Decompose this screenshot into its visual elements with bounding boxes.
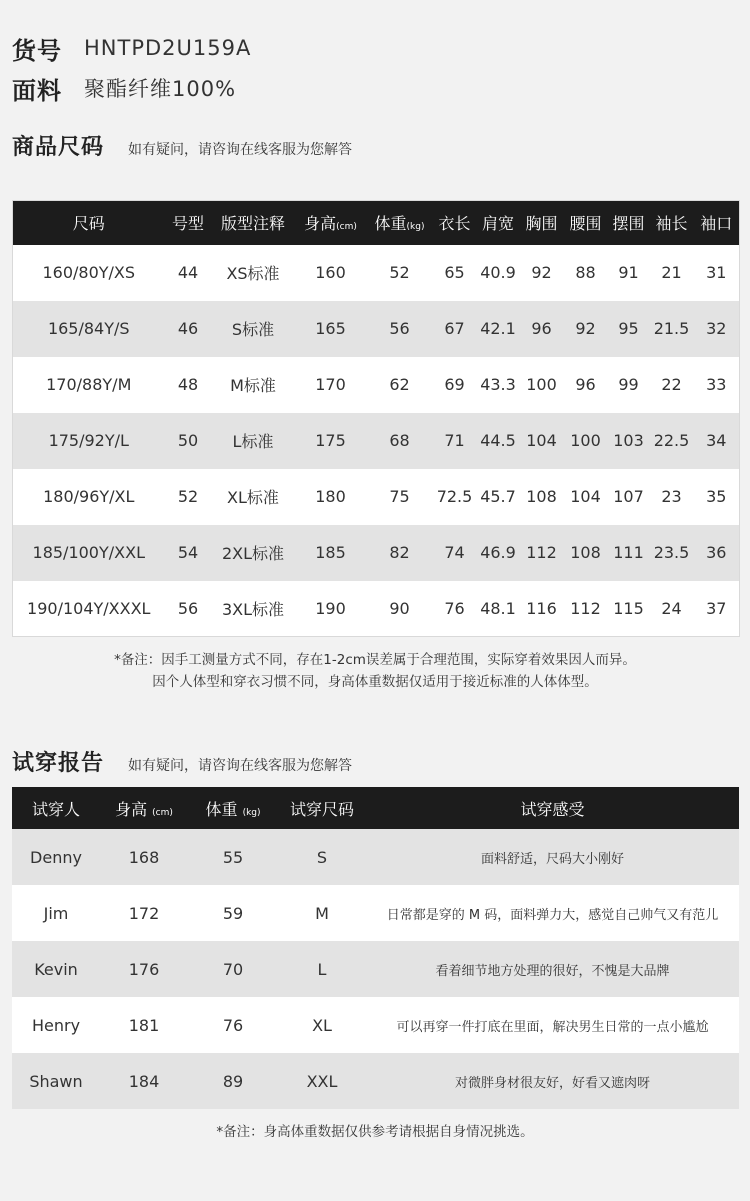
table-cell: 45.7 <box>480 487 516 506</box>
table-cell: 90 <box>389 598 410 618</box>
table-cell: 56 <box>177 598 199 618</box>
size-chart-table <box>12 200 740 637</box>
table-cell: 46.9 <box>480 543 516 562</box>
table-cell: 99 <box>618 375 639 394</box>
table-cell: 对微胖身材很友好，好看又遮肉呀 <box>454 1075 650 1091</box>
try-section-header <box>12 746 352 777</box>
header-length: 衣长 <box>438 214 471 234</box>
table-cell: 165/84Y/S <box>47 319 130 338</box>
header-chest: 胸围 <box>525 214 558 234</box>
table-cell: 184 <box>128 1071 160 1091</box>
header-feel: 试穿感受 <box>520 799 585 819</box>
table-row <box>12 941 739 997</box>
table-cell: 180/96Y/XL <box>43 487 135 506</box>
table-cell: 44 <box>177 263 199 282</box>
table-cell: 95 <box>618 319 639 338</box>
size-note-line2: 因个人体型和穿衣习惯不同，身高体重数据仅适用于接近标准的人体体型。 <box>152 674 598 690</box>
table-row <box>12 997 739 1053</box>
table-cell: 175/92Y/L <box>48 431 129 450</box>
table-cell: 69 <box>444 375 465 394</box>
table-cell: 185 <box>315 543 346 562</box>
table-cell: 96 <box>575 375 596 394</box>
table-cell: S标准 <box>231 320 275 339</box>
table-cell: 34 <box>706 431 727 450</box>
table-cell: 可以再穿一件打底在里面，解决男生日常的一点小尴尬 <box>396 1019 709 1035</box>
product-code-label: 货号 <box>12 36 62 65</box>
table-cell: 40.9 <box>480 263 516 282</box>
table-cell: 160/80Y/XS <box>42 263 136 282</box>
table-cell: XS标准 <box>226 264 280 283</box>
table-row <box>12 885 739 941</box>
header-try-size: 试穿尺码 <box>289 799 354 819</box>
table-cell: 22.5 <box>653 431 690 450</box>
table-cell: 89 <box>222 1071 244 1091</box>
table-cell: 168 <box>128 847 160 867</box>
table-cell: XL <box>312 1015 332 1035</box>
header-fit: 版型注释 <box>220 214 285 234</box>
table-cell: 76 <box>444 598 465 618</box>
table-cell: 91 <box>618 263 639 282</box>
table-cell: Henry <box>31 1015 81 1035</box>
table-cell: L标准 <box>232 432 274 451</box>
table-cell: 48.1 <box>480 598 516 618</box>
header-height: 身高 (cm) <box>115 799 173 819</box>
size-section-title: 商品尺码 <box>12 135 105 160</box>
table-cell: 190/104Y/XXXL <box>27 598 151 618</box>
table-cell: 44.5 <box>480 431 516 450</box>
table-cell: 65 <box>444 263 465 282</box>
table-cell: 23 <box>661 487 682 506</box>
try-note <box>0 1121 750 1143</box>
table-cell: 32 <box>706 319 727 338</box>
try-section-title: 试穿报告 <box>12 751 105 776</box>
header-weight: 体重(kg) <box>374 214 425 234</box>
table-cell: 24 <box>661 598 682 618</box>
table-cell: 70 <box>222 959 244 979</box>
fabric-value: 聚酯纤维100% <box>84 77 237 101</box>
size-section-header <box>12 130 352 161</box>
table-cell: 59 <box>222 903 244 923</box>
table-cell: 55 <box>222 847 244 867</box>
table-cell: Jim <box>43 903 69 923</box>
product-code-row <box>12 31 251 65</box>
fabric-label: 面料 <box>12 76 62 105</box>
try-on-table <box>12 787 739 1109</box>
table-cell: 21.5 <box>653 319 690 338</box>
table-row <box>13 469 740 525</box>
table-cell: 日常都是穿的 M 码，面料弹力大，感觉自己帅气又有范儿 <box>386 907 719 923</box>
table-cell: M <box>315 903 329 923</box>
try-section-subtitle: 如有疑问，请咨询在线客服为您解答 <box>128 758 353 774</box>
table-cell: 96 <box>531 319 552 338</box>
header-shoulder: 肩宽 <box>481 214 514 234</box>
table-cell: 2XL标准 <box>221 544 285 563</box>
table-cell: 21 <box>661 263 682 282</box>
size-note-line1: *备注：因手工测量方式不同，存在1-2cm误差属于合理范围，实际穿着效果因人而异。 <box>114 652 636 668</box>
table-cell: 42.1 <box>480 319 516 338</box>
table-row <box>13 581 740 637</box>
header-cuff: 袖口 <box>700 214 733 234</box>
table-cell: 160 <box>315 263 346 282</box>
table-cell: 看着细节地方处理的很好，不愧是大品牌 <box>435 963 670 979</box>
table-cell: 170 <box>315 375 346 394</box>
table-row <box>13 413 740 469</box>
table-cell: 111 <box>613 543 644 562</box>
table-cell: 104 <box>570 487 601 506</box>
header-hem: 摆围 <box>612 214 645 234</box>
table-cell: Shawn <box>29 1071 83 1091</box>
table-cell: 100 <box>570 431 601 450</box>
header-person: 试穿人 <box>31 799 80 819</box>
header-height: 身高(cm) <box>304 214 357 234</box>
try-note-line1: *备注：身高体重数据仅供参考请根据自身情况挑选。 <box>216 1124 534 1140</box>
table-cell: 3XL标准 <box>221 599 285 619</box>
table-cell: 56 <box>389 319 410 338</box>
product-code-value: HNTPD2U159A <box>84 36 252 60</box>
table-cell: 181 <box>128 1015 160 1035</box>
table-row <box>13 245 740 301</box>
table-cell: 116 <box>526 598 557 618</box>
table-cell: L <box>317 959 327 979</box>
table-cell: 176 <box>128 959 160 979</box>
table-cell: 88 <box>575 263 596 282</box>
header-sleeve: 袖长 <box>655 214 688 234</box>
header-waist: 腰围 <box>569 214 602 234</box>
table-cell: M标准 <box>230 376 276 395</box>
table-cell: 33 <box>706 375 727 394</box>
table-cell: 72.5 <box>436 487 473 506</box>
table-cell: 190 <box>315 598 346 618</box>
table-cell: 170/88Y/M <box>46 375 132 394</box>
table-cell: 31 <box>706 263 727 282</box>
table-cell: 92 <box>531 263 552 282</box>
size-section-subtitle: 如有疑问，请咨询在线客服为您解答 <box>128 142 353 158</box>
table-cell: 48 <box>177 375 199 394</box>
size-note <box>0 649 750 693</box>
header-weight: 体重 (kg) <box>205 799 261 819</box>
table-cell: 100 <box>526 375 557 394</box>
table-cell: 62 <box>389 375 410 394</box>
table-cell: S <box>316 847 328 867</box>
table-cell: 37 <box>706 598 727 618</box>
table-cell: 52 <box>389 263 410 282</box>
table-cell: 52 <box>177 487 199 506</box>
table-cell: 175 <box>315 431 346 450</box>
table-cell: 54 <box>177 543 199 562</box>
header-model: 号型 <box>171 214 204 234</box>
try-table-header <box>12 787 739 829</box>
table-cell: 108 <box>570 543 601 562</box>
table-cell: 112 <box>570 598 601 618</box>
table-cell: 74 <box>444 543 465 562</box>
table-cell: 115 <box>613 598 644 618</box>
table-cell: 71 <box>444 431 465 450</box>
table-cell: Denny <box>30 847 82 867</box>
table-cell: 面料舒适，尺码大小刚好 <box>480 851 624 867</box>
table-cell: 43.3 <box>480 375 516 394</box>
table-cell: XL标准 <box>227 488 279 507</box>
header-size: 尺码 <box>72 214 105 234</box>
table-cell: 108 <box>526 487 557 506</box>
table-cell: 172 <box>128 903 160 923</box>
table-row <box>13 357 740 413</box>
table-row <box>12 1053 739 1109</box>
table-cell: 67 <box>444 319 465 338</box>
table-row <box>13 525 740 581</box>
table-cell: 92 <box>575 319 596 338</box>
table-cell: 46 <box>177 319 199 338</box>
table-row <box>13 301 740 357</box>
table-cell: 76 <box>222 1015 244 1035</box>
table-cell: Kevin <box>34 959 78 979</box>
fabric-row <box>12 71 236 105</box>
table-cell: 35 <box>706 487 727 506</box>
table-cell: 185/100Y/XXL <box>32 543 145 562</box>
table-cell: 22 <box>661 375 682 394</box>
table-cell: 23.5 <box>653 543 690 562</box>
table-cell: 104 <box>526 431 557 450</box>
table-cell: 180 <box>315 487 346 506</box>
table-cell: 112 <box>526 543 557 562</box>
table-cell: 36 <box>706 543 727 562</box>
table-row <box>12 829 739 885</box>
table-cell: 68 <box>389 431 410 450</box>
table-cell: 75 <box>389 487 410 506</box>
table-cell: XXL <box>306 1071 338 1091</box>
table-cell: 82 <box>389 543 410 562</box>
size-table-header <box>13 201 740 245</box>
table-cell: 50 <box>177 431 199 450</box>
table-cell: 103 <box>613 431 644 450</box>
table-cell: 107 <box>613 487 644 506</box>
table-cell: 165 <box>315 319 346 338</box>
